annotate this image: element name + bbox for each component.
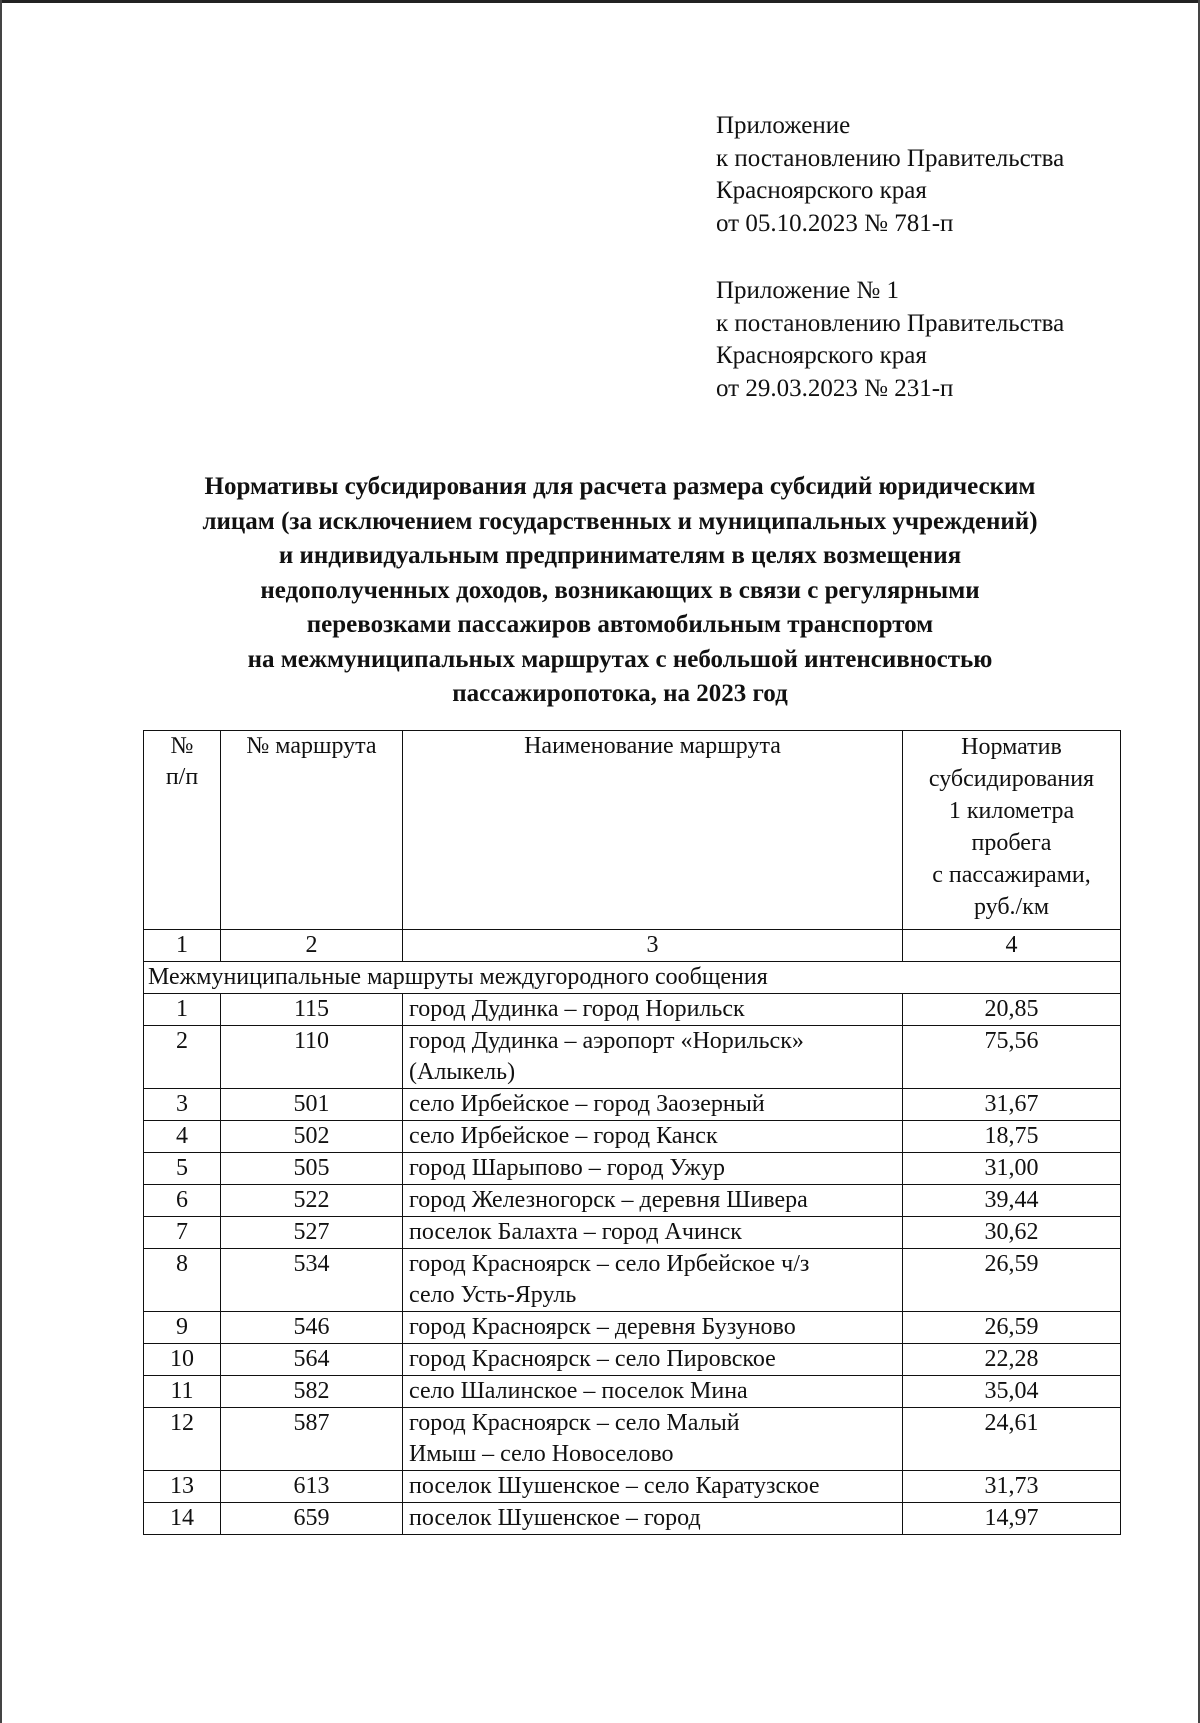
header-norm-line2: субсидирования <box>928 766 1095 792</box>
row-number: 7 <box>144 1217 221 1249</box>
route-name <box>403 1185 903 1217</box>
row-number: 9 <box>144 1312 221 1344</box>
route-name <box>403 1217 903 1249</box>
route-name-line1: поселок Балахта – город Ачинск <box>409 1219 742 1245</box>
column-number: 3 <box>403 930 903 962</box>
row-number: 12 <box>144 1408 221 1471</box>
row-number: 6 <box>144 1185 221 1217</box>
table-row <box>144 1121 1121 1153</box>
appendix-original-line4: от 29.03.2023 № 231-п <box>716 374 954 402</box>
route-name-line2: село Усть-Яруль <box>409 1282 577 1308</box>
header-route-number: № маршрута <box>221 731 403 930</box>
route-name <box>403 1089 903 1121</box>
appendix-current-line3: Красноярского края <box>716 177 927 204</box>
route-name-line1: поселок Шушенское – город <box>409 1505 701 1531</box>
column-number-row <box>144 930 1121 962</box>
section-row <box>144 962 1121 994</box>
row-number: 2 <box>144 1026 221 1089</box>
route-name-line1: город Железногорск – деревня Шивера <box>409 1187 808 1213</box>
table-row <box>144 1249 1121 1312</box>
row-number: 14 <box>144 1503 221 1535</box>
header-subsidy-norm <box>903 731 1121 930</box>
route-number: 527 <box>221 1217 403 1249</box>
route-number: 564 <box>221 1344 403 1376</box>
route-name <box>403 1312 903 1344</box>
table-row <box>144 1376 1121 1408</box>
appendix-current-line4: от 05.10.2023 № 781-п <box>716 209 954 237</box>
header-row-number-line1: № <box>170 733 194 759</box>
route-number: 501 <box>221 1089 403 1121</box>
table-row <box>144 1471 1121 1503</box>
appendix-original-line1: Приложение № 1 <box>716 277 900 304</box>
table-row <box>144 1503 1121 1535</box>
route-name-line1: город Красноярск – село Пировское <box>409 1346 776 1372</box>
subsidy-norm: 31,67 <box>903 1089 1121 1121</box>
route-number: 502 <box>221 1121 403 1153</box>
route-name <box>403 1249 903 1312</box>
row-number: 1 <box>144 994 221 1026</box>
appendix-current-block <box>716 110 1064 240</box>
header-norm-line3: 1 километра <box>948 798 1075 824</box>
subsidy-norm: 18,75 <box>903 1121 1121 1153</box>
route-name-line2: Имыш – село Новоселово <box>409 1441 674 1467</box>
header-row-number-line2: п/п <box>165 764 199 790</box>
table-header-row <box>144 731 1121 930</box>
column-number: 1 <box>144 930 221 962</box>
route-name <box>403 1471 903 1503</box>
row-number: 11 <box>144 1376 221 1408</box>
row-number: 5 <box>144 1153 221 1185</box>
table-row <box>144 1312 1121 1344</box>
appendix-current-line2: к постановлению Правительства <box>716 144 1065 172</box>
header-norm-line1: Норматив <box>961 734 1062 760</box>
header-norm-line4: пробега <box>971 830 1052 856</box>
title-line: и индивидуальным предпринимателям в целях возмещения <box>278 542 962 569</box>
routes-table-body <box>144 994 1121 1535</box>
row-number: 8 <box>144 1249 221 1312</box>
title-line: Нормативы субсидирования для расчета размера субсидий юридическим <box>204 473 1036 500</box>
appendix-original-line3: Красноярского края <box>716 342 927 369</box>
title-line: недополученных доходов, возникающих в связи с регулярными <box>260 576 980 604</box>
page-edge-left <box>0 0 2 1723</box>
table-row <box>144 1153 1121 1185</box>
title-line: лицам (за исключением государственных и муниципальных учреждений) <box>202 507 1038 535</box>
title-line: перевозками пассажиров автомобильным транспортом <box>306 611 934 638</box>
subsidy-norm: 31,73 <box>903 1471 1121 1503</box>
route-name-line1: поселок Шушенское – село Каратузское <box>409 1473 820 1499</box>
route-name <box>403 1503 903 1535</box>
route-name-line1: село Ирбейское – город Заозерный <box>409 1091 765 1117</box>
route-number: 587 <box>221 1408 403 1471</box>
route-number: 522 <box>221 1185 403 1217</box>
route-name <box>403 1026 903 1089</box>
route-name-line1: город Шарыпово – город Ужур <box>409 1155 725 1181</box>
route-number: 115 <box>221 994 403 1026</box>
title-line: на межмуниципальных маршрутах с небольшой интенсивностью <box>247 645 993 673</box>
subsidy-norm: 30,62 <box>903 1217 1121 1249</box>
column-number: 4 <box>903 930 1121 962</box>
row-number: 10 <box>144 1344 221 1376</box>
route-number: 110 <box>221 1026 403 1089</box>
table-row <box>144 994 1121 1026</box>
subsidy-norm: 31,00 <box>903 1153 1121 1185</box>
route-name-line1: город Красноярск – деревня Бузуново <box>409 1314 796 1340</box>
table-row <box>144 1089 1121 1121</box>
route-name-line1: село Ирбейское – город Канск <box>409 1123 718 1149</box>
header-norm-line5: с пассажирами, <box>932 862 1091 888</box>
route-number: 505 <box>221 1153 403 1185</box>
route-name-line1: город Красноярск – село Малый <box>409 1410 740 1436</box>
route-name <box>403 1376 903 1408</box>
appendix-original-block <box>716 275 1064 405</box>
route-name-line1: село Шалинское – поселок Мина <box>409 1378 748 1404</box>
row-number: 4 <box>144 1121 221 1153</box>
table-row <box>144 1344 1121 1376</box>
table-row <box>144 1026 1121 1089</box>
route-name-line1: город Красноярск – село Ирбейское ч/з <box>409 1251 810 1277</box>
route-number: 613 <box>221 1471 403 1503</box>
subsidy-norm: 24,61 <box>903 1408 1121 1471</box>
appendix-current-line1: Приложение <box>716 112 851 139</box>
title-line: пассажиропотока, на 2023 год <box>452 680 788 707</box>
route-name <box>403 1121 903 1153</box>
route-number: 659 <box>221 1503 403 1535</box>
table-row <box>144 1217 1121 1249</box>
route-number: 534 <box>221 1249 403 1312</box>
row-number: 13 <box>144 1471 221 1503</box>
column-number: 2 <box>221 930 403 962</box>
route-number: 582 <box>221 1376 403 1408</box>
appendix-original-line2: к постановлению Правительства <box>716 309 1065 337</box>
subsidy-norm: 14,97 <box>903 1503 1121 1535</box>
route-name <box>403 1408 903 1471</box>
subsidy-norm: 39,44 <box>903 1185 1121 1217</box>
header-row-number <box>144 731 221 930</box>
route-name <box>403 994 903 1026</box>
subsidy-norm: 20,85 <box>903 994 1121 1026</box>
table-row <box>144 1185 1121 1217</box>
page-edge-top <box>0 0 1200 3</box>
header-route-name: Наименование маршрута <box>403 731 903 930</box>
route-name-line1: город Дудинка – город Норильск <box>409 996 745 1022</box>
route-number: 546 <box>221 1312 403 1344</box>
subsidy-norm: 22,28 <box>903 1344 1121 1376</box>
subsidy-norm: 75,56 <box>903 1026 1121 1089</box>
route-name <box>403 1153 903 1185</box>
subsidy-norm: 26,59 <box>903 1312 1121 1344</box>
table-row <box>144 1408 1121 1471</box>
route-name-line1: город Дудинка – аэропорт «Норильск» <box>409 1028 804 1054</box>
route-name-line2: (Алыкель) <box>409 1059 516 1085</box>
document-title <box>130 470 1110 712</box>
header-norm-line6: руб./км <box>973 894 1050 920</box>
route-name <box>403 1344 903 1376</box>
routes-table <box>143 730 1121 1535</box>
row-number: 3 <box>144 1089 221 1121</box>
subsidy-norm: 35,04 <box>903 1376 1121 1408</box>
section-title: Межмуниципальные маршруты междугородного сообщения <box>144 962 1121 994</box>
subsidy-norm: 26,59 <box>903 1249 1121 1312</box>
